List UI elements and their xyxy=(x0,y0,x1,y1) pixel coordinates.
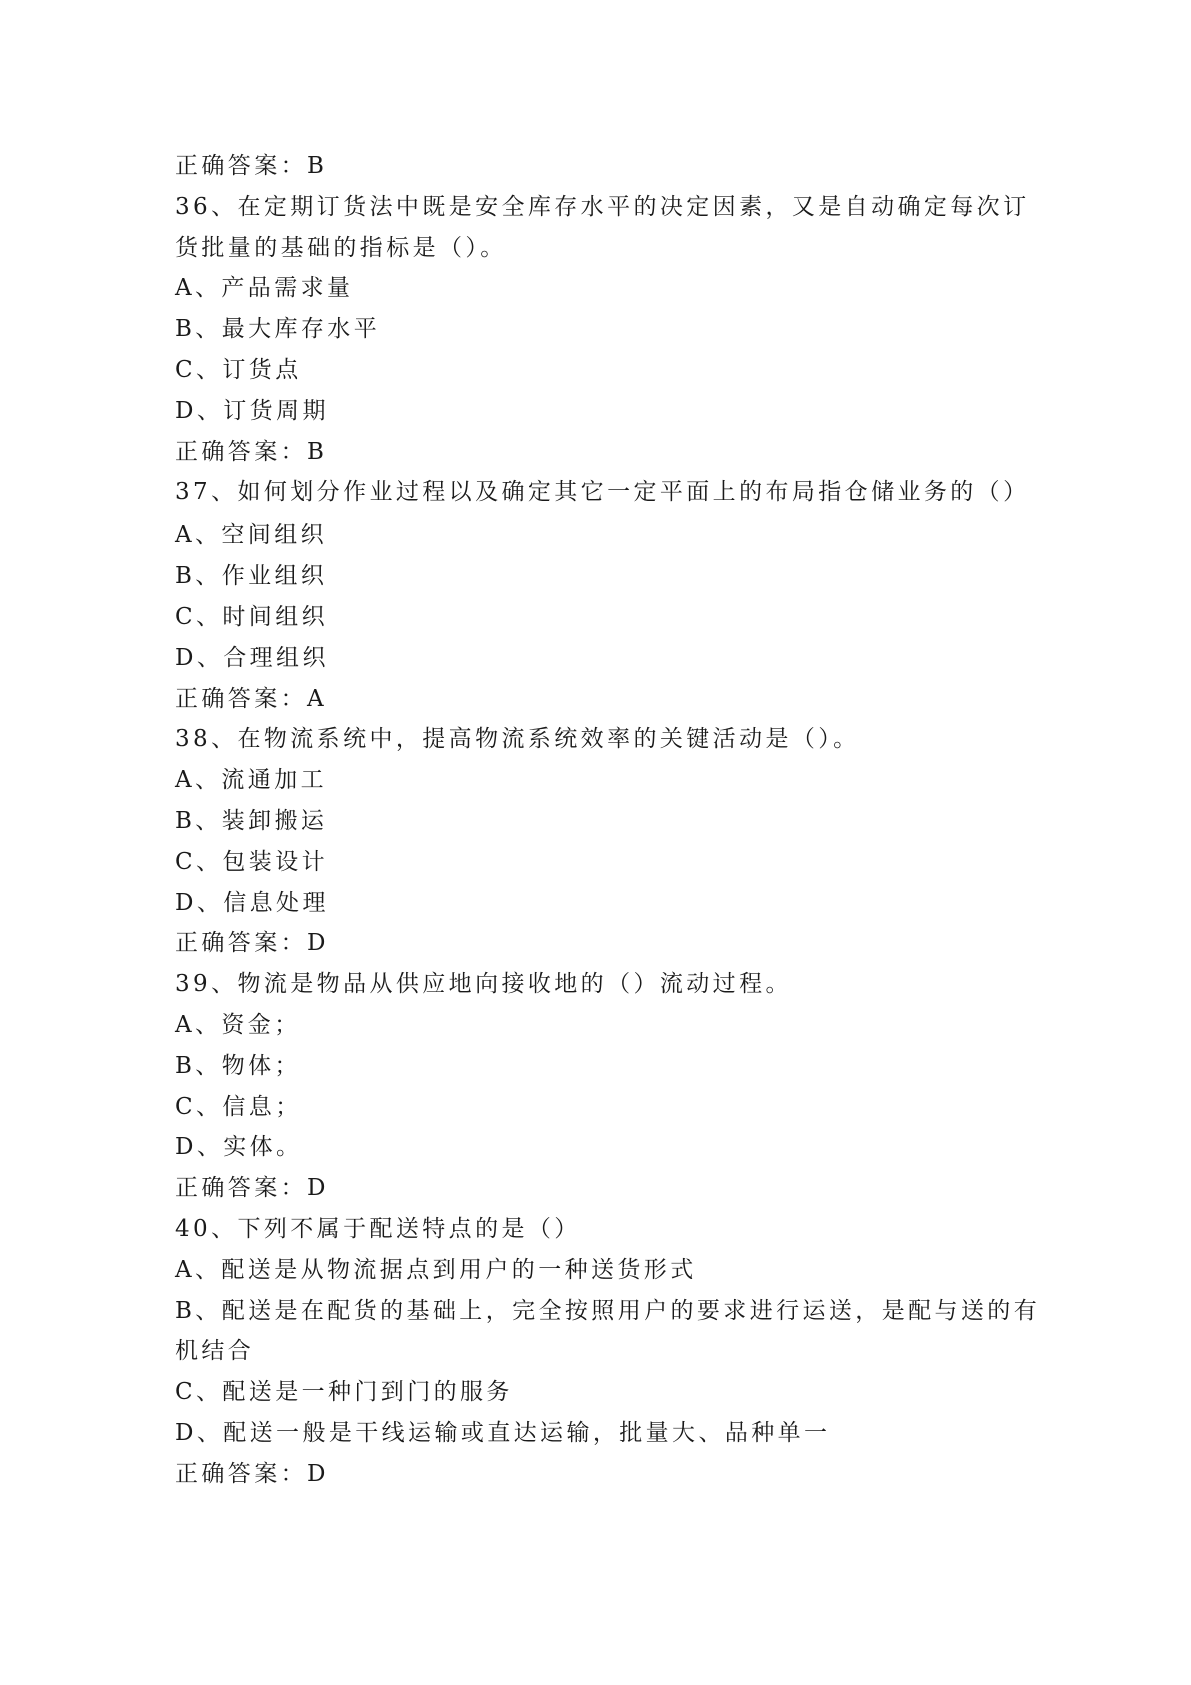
option-b: B、作业组织 xyxy=(175,563,328,590)
option-c: C、配送是一种门到门的服务 xyxy=(175,1379,513,1406)
option-d: D、订货周期 xyxy=(175,397,329,424)
question-37-text: 37、如何划分作业过程以及确定其它一定平面上的布局指仓储业务的（） xyxy=(175,479,1030,506)
option-b: B、最大库存水平 xyxy=(175,316,381,343)
option-b-continued: 机结合 xyxy=(175,1338,255,1365)
answer-line: 正确答案：B xyxy=(175,438,328,465)
option-a: A、配送是从物流据点到用户的一种送货形式 xyxy=(175,1256,697,1283)
option-a: A、空间组织 xyxy=(175,522,328,549)
option-c: C、包装设计 xyxy=(175,848,328,875)
answer-line: 正确答案：D xyxy=(175,930,329,957)
answer-line: 正确答案：A xyxy=(175,685,328,712)
option-c: C、信息； xyxy=(175,1093,302,1120)
question-39-text: 39、物流是物品从供应地向接收地的（）流动过程。 xyxy=(175,971,792,998)
question-38-text: 38、在物流系统中，提高物流系统效率的关键活动是（）。 xyxy=(175,726,860,753)
option-b: B、物体； xyxy=(175,1052,301,1079)
answer-line: 正确答案：D xyxy=(175,1460,329,1487)
question-40-text: 40、下列不属于配送特点的是（） xyxy=(175,1215,581,1242)
option-c: C、时间组织 xyxy=(175,603,328,630)
answer-line: 正确答案：D xyxy=(175,1175,329,1202)
question-36-text-continued: 货批量的基础的指标是（）。 xyxy=(175,234,507,261)
option-d: D、信息处理 xyxy=(175,889,329,916)
option-b: B、装卸搬运 xyxy=(175,807,328,834)
option-b: B、配送是在配货的基础上，完全按照用户的要求进行运送，是配与送的有 xyxy=(175,1297,1041,1324)
answer-line: 正确答案：B xyxy=(175,153,328,179)
document-body xyxy=(175,146,1041,1495)
option-a: A、产品需求量 xyxy=(175,275,354,302)
option-a: A、流通加工 xyxy=(175,767,328,794)
option-a: A、资金； xyxy=(175,1011,301,1038)
option-d: D、合理组织 xyxy=(175,644,329,671)
option-d: D、实体。 xyxy=(175,1134,303,1161)
option-d: D、配送一般是干线运输或直达运输，批量大、品种单一 xyxy=(175,1419,831,1446)
question-36-text: 36、在定期订货法中既是安全库存水平的决定因素，又是自动确定每次订 xyxy=(175,193,1030,220)
option-c: C、订货点 xyxy=(175,356,302,383)
